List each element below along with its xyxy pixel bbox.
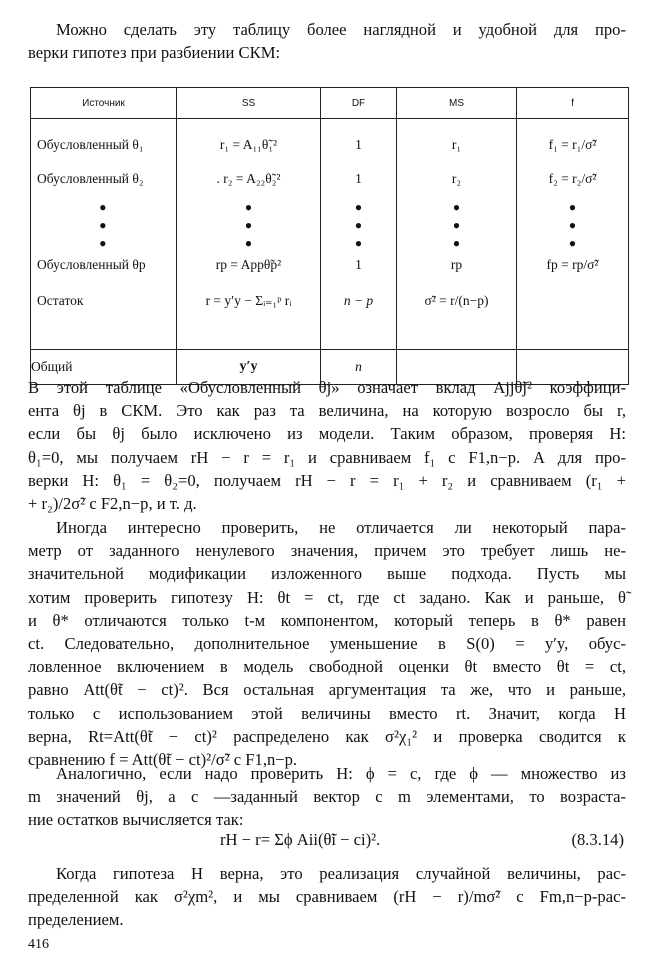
table-cell: Остаток <box>37 293 84 308</box>
total-label: Общий <box>31 350 177 385</box>
table-cell: r₂ <box>451 171 462 186</box>
table-cell: rp <box>450 257 463 272</box>
text-line: и θ* отличаются только t-м компонентом, который теперь в θ* равен <box>28 610 626 630</box>
source-column <box>31 119 177 350</box>
text-line: Можно сделать эту таблицу более наглядной и удобной для про- <box>56 20 626 39</box>
table-cell: f₁ = r₁/σ̃² <box>548 137 597 152</box>
paragraph-2 <box>28 516 626 771</box>
text-line: только с использованием этой величины вместо rt. Значит, когда H <box>28 703 626 723</box>
table-cell: • <box>99 195 107 220</box>
table-cell: • <box>244 213 253 238</box>
table-cell: • <box>99 231 107 256</box>
table-cell: • <box>244 195 253 220</box>
table-cell: r₁ <box>451 137 462 152</box>
table-cell: 1 <box>355 257 362 272</box>
page-number: 416 <box>28 937 49 952</box>
text-line: равно Att(θ̃t − ct)². Вся остальная аргументация та же, что и раньше, <box>28 680 626 700</box>
table-cell: f₂ = r₂/σ̃² <box>548 171 597 186</box>
text-line: ct. Следовательно, дополнительное уменьшение в S(0) = y′y, обус- <box>28 634 626 654</box>
table-cell: rp = Appθ̃p² <box>215 257 282 272</box>
text-line: + r₂)/2σ̃² с F2,n−p, и т. д. <box>28 494 197 514</box>
text-line: пределением. <box>28 910 124 930</box>
table-cell: r = y′y − Σᵢ₌₁ᵖ rᵢ <box>205 293 292 308</box>
f-column <box>517 119 629 350</box>
text-line: ние остатков вычисляется так: <box>28 810 244 830</box>
text-line: Иногда интересно проверить, не отличается ли некоторый пара- <box>56 518 626 537</box>
table-cell: • <box>568 231 577 256</box>
text-line: В этой таблице «Обусловленный θj» означает вклад Ajjθ̃j² коэффици- <box>28 378 626 397</box>
table-cell: • <box>99 213 107 238</box>
ss-column <box>177 119 321 350</box>
anova-table <box>30 87 629 385</box>
table-cell: 1 <box>355 137 362 152</box>
table-cell: σ̃² = r/(n−p) <box>424 293 489 308</box>
text-line: метр от заданного ненулевого значения, причем это требует лишь не- <box>28 541 626 561</box>
text-line: сравнению f = Att(θ̃t − ct)²/σ̃² с F1,n−p. <box>28 750 298 770</box>
intro-paragraph <box>28 18 626 64</box>
df-column <box>321 119 397 350</box>
table-cell: • <box>354 231 363 256</box>
header-source: Источник <box>31 88 177 119</box>
table-header-row <box>31 88 629 119</box>
table-cell: • <box>244 231 253 256</box>
text-line: верна, Rt=Att(θ̃t − ct)² распределено как σ²χ₁² и проверка сводится к <box>28 726 626 746</box>
text-line: хотим проверить гипотезу H: θt = ct, где ct задано. Как и раньше, θ̃ <box>28 587 626 607</box>
table-cell: • <box>568 213 577 238</box>
text-line: верки H: θ₁ = θ₂=0, получаем rH − r = r₁ + r₂ и сравниваем (r₁ + <box>28 470 626 490</box>
paragraph-1 <box>28 376 626 515</box>
equation-expression: rH − r= Σϕ Aii(θ̃i − ci)². <box>220 830 381 849</box>
ms-column <box>397 119 517 350</box>
header-df: DF <box>321 88 397 119</box>
header-f: f <box>517 88 629 119</box>
total-ss: y′y <box>177 350 321 385</box>
equation-number: (8.3.14) <box>571 830 624 849</box>
table-cell: • <box>354 195 363 220</box>
text-line: ловленное включением в модель свободной оценки θt вместо θt = ct, <box>28 657 626 677</box>
table-cell: . r₂ = A₂₂θ̃₂² <box>216 171 281 186</box>
text-line: если бы θj было исключено из модели. Таким образом, проверяя H: <box>28 424 626 444</box>
header-ms: MS <box>397 88 517 119</box>
text-line: θ₁=0, мы получаем rH − r = r₁ и сравниваем f₁ с F1,n−p. А для про- <box>28 447 626 467</box>
table-body-row <box>31 119 629 350</box>
header-ss: SS <box>177 88 321 119</box>
text-line: m значений θj, а c —заданный вектор с m элементами, то возраста- <box>28 787 626 807</box>
table-cell: • <box>452 231 461 256</box>
table-cell: • <box>452 195 461 220</box>
table-cell: 1 <box>355 171 362 186</box>
table-cell: fp = rp/σ̃² <box>546 257 599 272</box>
text-line: верки гипотез при разбиении СКМ: <box>28 43 281 63</box>
paragraph-3 <box>28 762 626 832</box>
text-line: Аналогично, если надо проверить H: ϕ = c, где ϕ — множество из <box>56 764 626 783</box>
table-cell: r₁ = A₁₁θ̃₁² <box>219 137 278 152</box>
text-line: ента θj в СКМ. Это как раз та величина, на которую возросло бы r, <box>28 401 626 421</box>
table-cell: • <box>354 213 363 238</box>
table-cell: n − p <box>343 293 374 308</box>
table-cell: Обусловленный θ₁ <box>37 137 144 152</box>
text-line: пределенной как σ²χm², и мы сравниваем (rH − r)/mσ̃² с Fm,n−p-рас- <box>28 887 626 907</box>
text-line: значительной модификации изложенного выше подхода. Пусть мы <box>28 564 626 584</box>
table-cell: • <box>452 213 461 238</box>
total-df: n <box>321 350 397 385</box>
paragraph-4 <box>28 862 626 932</box>
text-line: Когда гипотеза H верна, это реализация случайной величины, рас- <box>56 864 626 883</box>
table-cell: • <box>568 195 577 220</box>
table-cell: Обусловленный θ₂ <box>37 171 144 186</box>
table-cell: Обусловленный θp <box>37 257 146 272</box>
